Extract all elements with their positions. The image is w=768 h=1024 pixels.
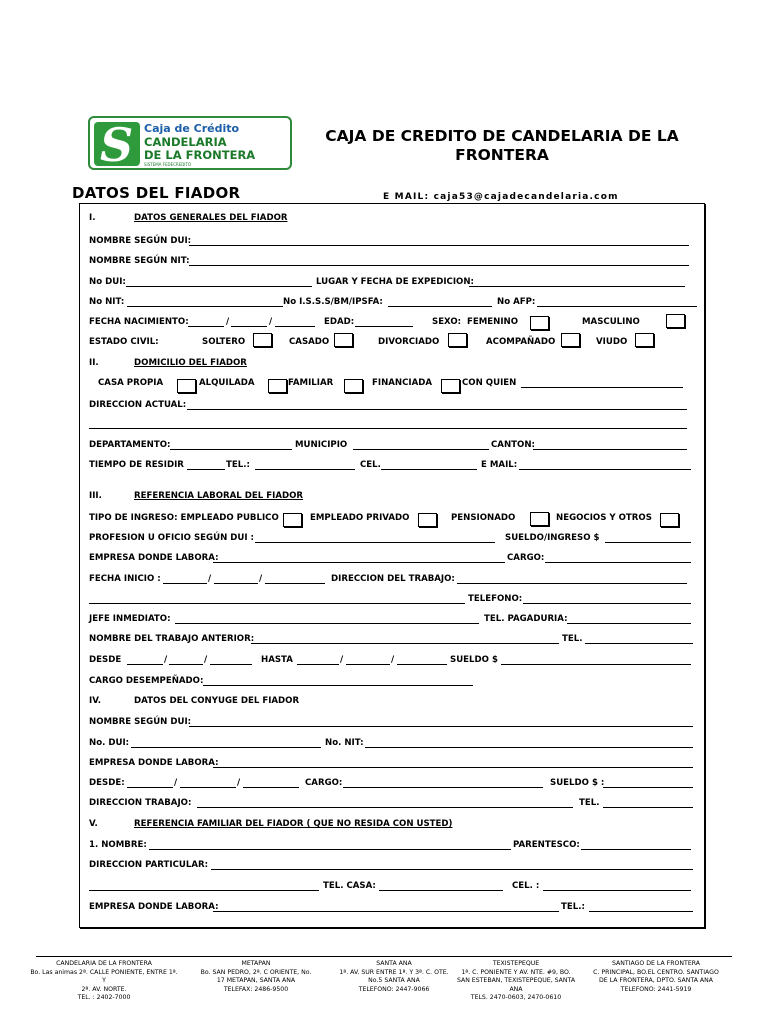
label: JEFE INMEDIATO: [89, 614, 171, 624]
branch-address: 17 METAPAN, SANTA ANA [216, 977, 296, 985]
inicio-mes-field[interactable] [214, 573, 258, 584]
femenino-checkbox[interactable] [530, 316, 549, 330]
label: DIRECCION TRABAJO: [89, 798, 192, 808]
hasta-mes-field[interactable] [346, 654, 390, 665]
conyuge-nit-field[interactable] [365, 737, 693, 748]
row-fecha-nacimiento: FECHA NACIMIENTO: / / EDAD: SEXO: FEMENINO MASCULINO [89, 316, 701, 328]
row-nombre-dui [89, 235, 701, 247]
sueldo-ingreso-field[interactable] [605, 532, 691, 543]
conyuge-desde-anio-field[interactable] [243, 777, 299, 788]
tiempo-field[interactable] [187, 459, 225, 470]
parentesco-field[interactable] [581, 839, 691, 850]
label: DIRECCION PARTICULAR: [89, 860, 209, 870]
nombre-nit-field[interactable] [189, 255, 689, 266]
logo-line4: SISTEMA FEDECREDITO [144, 162, 192, 167]
row-fecha-inicio: FECHA INICIO : / / DIRECCION DEL TRABAJO: [89, 573, 701, 585]
financiada-checkbox[interactable] [441, 379, 460, 393]
label: DIVORCIADO [378, 337, 440, 347]
familiar-checkbox[interactable] [344, 379, 363, 393]
desde-dia-field[interactable] [127, 654, 163, 665]
row-direccion-actual [89, 399, 701, 411]
section-5-heading [89, 818, 701, 830]
label: SUELDO/INGRESO $ [505, 533, 600, 543]
cel-field[interactable] [381, 459, 477, 470]
section-title: DATOS DEL CONYUGE DEL FIADOR [134, 696, 300, 706]
anio-field[interactable] [275, 316, 315, 327]
no-afp-field[interactable] [537, 296, 697, 307]
desde-mes-field[interactable] [169, 654, 203, 665]
tel-casa-field[interactable] [379, 880, 503, 891]
profesion-field[interactable] [255, 532, 495, 543]
label: No NIT: [89, 297, 125, 307]
section-number: V. [89, 819, 98, 829]
label: CARGO DESEMPEÑADO: [89, 676, 204, 686]
label: PENSIONADO [451, 513, 516, 523]
isss-field[interactable] [388, 296, 492, 307]
tel-anterior-field[interactable] [585, 633, 693, 644]
footer-branch-santiago [582, 960, 730, 994]
label: FEMENINO [467, 317, 519, 327]
conyuge-cargo-field[interactable] [343, 777, 543, 788]
sueldo-field[interactable] [501, 654, 691, 665]
logo-line3: DE LA FRONTERA [144, 148, 256, 162]
conyuge-desde-mes-field[interactable] [180, 777, 236, 788]
label: NEGOCIOS Y OTROS [556, 513, 652, 523]
row-trabajo-anterior [89, 633, 701, 645]
section-number: II. [89, 358, 99, 368]
ref-empresa-field[interactable] [213, 901, 559, 912]
section-3-heading [89, 490, 701, 502]
logo-mark-icon: S [94, 122, 140, 166]
label: ACOMPAÑADO [486, 337, 556, 347]
label: FECHA INICIO : [89, 574, 161, 584]
jefe-field[interactable] [175, 613, 479, 624]
row-nombre-nit [89, 255, 701, 267]
section-4-heading [89, 695, 701, 707]
section-title: DOMICILIO DEL FIADOR [134, 358, 247, 368]
label: TEL. CASA: [323, 881, 376, 891]
label: TEL. [562, 634, 583, 644]
label: ALQUILADA [199, 378, 255, 388]
label: FECHA NACIMIENTO: [89, 317, 189, 327]
row-profesion [89, 532, 701, 544]
label: SUELDO $ [450, 655, 498, 665]
viudo-checkbox[interactable] [635, 333, 654, 347]
conyuge-tel-field[interactable] [603, 797, 693, 808]
footer-branch-metapan [182, 960, 330, 994]
label: NOMBRE SEGÚN DUI: [89, 236, 192, 246]
row-conyuge-desde: DESDE: / / CARGO: SUELDO $ : [89, 777, 701, 789]
label: VIUDO [596, 337, 628, 347]
branch-phone: TELEFONO: 2441-5919 [620, 985, 692, 993]
row-tipo-ingreso [89, 512, 701, 524]
row-conyuge-dir-trabajo [89, 797, 701, 809]
dir-trabajo-field[interactable] [457, 573, 687, 584]
label: DIRECCION DEL TRABAJO: [331, 574, 455, 584]
branch-name: TEXISTEPEQUE [492, 960, 540, 967]
label: DESDE [89, 655, 122, 665]
label: EDAD: [324, 317, 355, 327]
branch-address: C. PRINCIPAL, BO.EL CENTRO. SANTIAGO [593, 968, 719, 976]
row-tiempo-residir [89, 459, 701, 471]
edad-field[interactable] [355, 316, 413, 327]
empleado-privado-checkbox[interactable] [418, 513, 437, 527]
soltero-checkbox[interactable] [253, 333, 272, 347]
section-2-heading [89, 357, 701, 369]
divorciado-checkbox[interactable] [448, 333, 467, 347]
row-ref-nombre [89, 839, 701, 851]
row-cargo-desempenado [89, 675, 701, 687]
branch-name: SANTA ANA [376, 960, 412, 967]
conyuge-dir-trabajo-field[interactable] [197, 797, 573, 808]
casado-checkbox[interactable] [334, 333, 353, 347]
branch-phone: TELEFONO: 2447-9066 [358, 985, 430, 993]
pensionado-checkbox[interactable] [530, 512, 549, 526]
label: DESDE: [89, 778, 125, 788]
cargo-desempenado-field[interactable] [203, 675, 473, 686]
hasta-anio-field[interactable] [397, 654, 447, 665]
label: EMPRESA DONDE LABORA: [89, 553, 219, 563]
direccion-extra-line[interactable] [89, 428, 687, 429]
branch-address: 2ª. AV. NORTE. [81, 985, 127, 993]
label: CARGO: [507, 553, 545, 563]
label: CARGO: [305, 778, 343, 788]
trabajo-anterior-field[interactable] [251, 633, 559, 644]
alquilada-checkbox[interactable] [268, 379, 287, 393]
nombre-dui-field[interactable] [189, 235, 689, 246]
section-title: REFERENCIA LABORAL DEL FIADOR [134, 491, 304, 501]
label: 1. NOMBRE: [89, 840, 147, 850]
row-estado-civil [89, 336, 701, 348]
ref-tel-field[interactable] [589, 901, 693, 912]
label: FINANCIADA [372, 378, 433, 388]
ref-direccion-field[interactable] [211, 859, 693, 870]
label: PARENTESCO: [513, 840, 580, 850]
email-field[interactable] [519, 459, 691, 470]
logo-line2: CANDELARIA [144, 135, 227, 149]
label: TIEMPO DE RESIDIR [89, 460, 184, 470]
branch-phone: TELEFAX: 2486-9500 [223, 985, 289, 993]
label: CEL. : [512, 881, 540, 891]
departamento-field[interactable] [170, 439, 292, 450]
label: TELEFONO: [468, 594, 523, 604]
negocios-checkbox[interactable] [660, 513, 679, 527]
label: TEL.: [561, 902, 585, 912]
footer-branch-texistepeque [442, 960, 590, 1003]
casa-propia-checkbox[interactable] [177, 379, 196, 393]
telefono-field[interactable] [523, 593, 691, 604]
municipio-field[interactable] [353, 439, 489, 450]
section-number: IV. [89, 696, 102, 706]
conyuge-nombre-field[interactable] [189, 716, 693, 727]
conyuge-desde-dia-field[interactable] [127, 777, 173, 788]
row-jefe [89, 613, 701, 625]
masculino-checkbox[interactable] [666, 314, 685, 328]
section-title: REFERENCIA FAMILIAR DEL FIADOR ( QUE NO RESIDA CON USTED) [134, 819, 453, 829]
direccion-actual-field[interactable] [187, 399, 687, 410]
row-conyuge-dui [89, 737, 701, 749]
label: SUELDO $ : [550, 778, 605, 788]
title-line-1: CAJA DE CREDITO DE CANDELARIA DE LA [325, 127, 679, 145]
branch-address: Bo. SAN PEDRO, 2ª. C ORIENTE, No. [200, 968, 312, 976]
label: CASA PROPIA [98, 378, 164, 388]
label: No. NIT: [325, 738, 364, 748]
section-number: III. [89, 491, 102, 501]
label: TEL. [579, 798, 600, 808]
label: FAMILIAR [288, 378, 334, 388]
empresa-field[interactable] [213, 552, 505, 563]
label: No. DUI: [89, 738, 130, 748]
row-ref-empresa [89, 901, 701, 913]
mes-field[interactable] [231, 316, 267, 327]
row-conyuge-empresa [89, 757, 701, 769]
label: PROFESION U OFICIO SEGÚN DUI : [89, 533, 254, 543]
label: SOLTERO [202, 337, 246, 347]
cargo-field[interactable] [545, 552, 691, 563]
label: E MAIL: [481, 460, 518, 470]
conyuge-sueldo-field[interactable] [603, 777, 693, 788]
branch-name: SANTIAGO DE LA FRONTERA [611, 960, 701, 967]
contact-email: E MAIL: caja53@cajadecandelaria.com [383, 192, 619, 202]
desde-anio-field[interactable] [210, 654, 252, 665]
label: CANTON: [491, 440, 535, 450]
label: EMPRESA DONDE LABORA: [89, 902, 219, 912]
section-1-heading [89, 212, 701, 224]
hasta-dia-field[interactable] [297, 654, 339, 665]
row-departamento [89, 439, 701, 451]
no-nit-field[interactable] [127, 296, 283, 307]
section-number: I. [89, 213, 96, 223]
logo-line1: Caja de Crédito [144, 122, 240, 135]
branch-name: CANDELARIA DE LA FRONTERA [56, 960, 152, 967]
lugar-fecha-field[interactable] [469, 276, 685, 287]
branch-address: No.5 SANTA ANA [368, 977, 420, 985]
acompanado-checkbox[interactable] [561, 333, 580, 347]
inicio-dia-field[interactable] [163, 573, 207, 584]
label: NOMBRE DEL TRABAJO ANTERIOR: [89, 634, 255, 644]
no-dui-field[interactable] [126, 276, 312, 287]
empleado-publico-checkbox[interactable] [283, 513, 302, 527]
label: TIPO DE INGRESO: EMPLEADO PUBLICO [89, 513, 279, 523]
dir-trabajo-extra-field[interactable] [89, 593, 465, 604]
row-ref-direccion [89, 859, 701, 871]
row-desde-hasta: DESDE / / HASTA / / SUELDO $ [89, 654, 701, 666]
footer-branch-candelaria [30, 960, 178, 1003]
con-quien-field[interactable] [521, 377, 683, 388]
title-line-2: FRONTERA [455, 146, 549, 164]
label: No I.S.S.S/BM/IPSFA: [283, 297, 383, 307]
branch-address: SAN ESTEBAN, TEXISTEPEQUE, SANTA [456, 977, 576, 985]
label: No AFP: [497, 297, 536, 307]
page-title [318, 127, 686, 165]
label: CEL. [360, 460, 381, 470]
row-empresa [89, 552, 701, 564]
conyuge-dui-field[interactable] [131, 737, 321, 748]
label: LUGAR Y FECHA DE EXPEDICION: [316, 277, 474, 287]
branch-address: DE LA FRONTERA, DPTO. SANTA ANA [598, 977, 713, 985]
row-no-dui [89, 276, 701, 288]
branch-name: METAPAN [241, 960, 271, 967]
label: NOMBRE SEGÚN NIT: [89, 256, 190, 266]
label: No DUI: [89, 277, 126, 287]
pagaduria-field[interactable] [567, 613, 691, 624]
label: TEL.: [226, 460, 250, 470]
form-subtitle: DATOS DEL FIADOR [72, 184, 241, 202]
ref-nombre-field[interactable] [149, 839, 511, 850]
row-conyuge-nombre [89, 716, 701, 728]
conyuge-empresa-field[interactable] [213, 757, 693, 768]
section-title: DATOS GENERALES DEL FIADOR [134, 213, 288, 223]
footer-divider [36, 956, 732, 957]
row-tipo-vivienda [89, 377, 701, 389]
logo [88, 116, 292, 170]
label: ESTADO CIVIL: [89, 337, 159, 347]
branch-address: 1ª. AV. SUR ENTRE 1ª. Y 3ª. C. OTE. [339, 968, 449, 976]
label: CASADO [289, 337, 330, 347]
label: NOMBRE SEGÚN DUI: [89, 717, 192, 727]
label: TEL. PAGADURIA: [484, 614, 568, 624]
branch-address: Bo. Las animas 2ª. CALLE PONIENTE, ENTRE 1ª. Y [30, 968, 178, 985]
label: MASCULINO [582, 317, 640, 327]
dia-field[interactable] [188, 316, 224, 327]
label: SEXO: [432, 317, 462, 327]
inicio-anio-field[interactable] [265, 573, 325, 584]
ref-cel-field[interactable] [543, 880, 691, 891]
tel-field[interactable] [255, 459, 355, 470]
label: MUNICIPIO [295, 440, 348, 450]
branch-address: 1ª. C. PONIENTE Y AV. NTE. #9, BO. [461, 968, 571, 976]
label: DEPARTAMENTO: [89, 440, 171, 450]
label: DIRECCION ACTUAL: [89, 400, 187, 410]
ref-direccion-extra-field[interactable] [89, 880, 319, 891]
branch-phone: TEL. : 2402-7000 [77, 994, 131, 1002]
canton-field[interactable] [533, 439, 687, 450]
row-ref-telefonos [89, 880, 701, 892]
label: HASTA [261, 655, 293, 665]
label: CON QUIEN [462, 378, 517, 388]
row-telefono [89, 593, 701, 605]
branch-address: ANA [509, 985, 523, 993]
label: EMPRESA DONDE LABORA: [89, 758, 219, 768]
branch-phone: TELS. 2470-0603, 2470-0610 [470, 994, 562, 1002]
row-no-nit [89, 296, 701, 308]
label: EMPLEADO PRIVADO [310, 513, 410, 523]
